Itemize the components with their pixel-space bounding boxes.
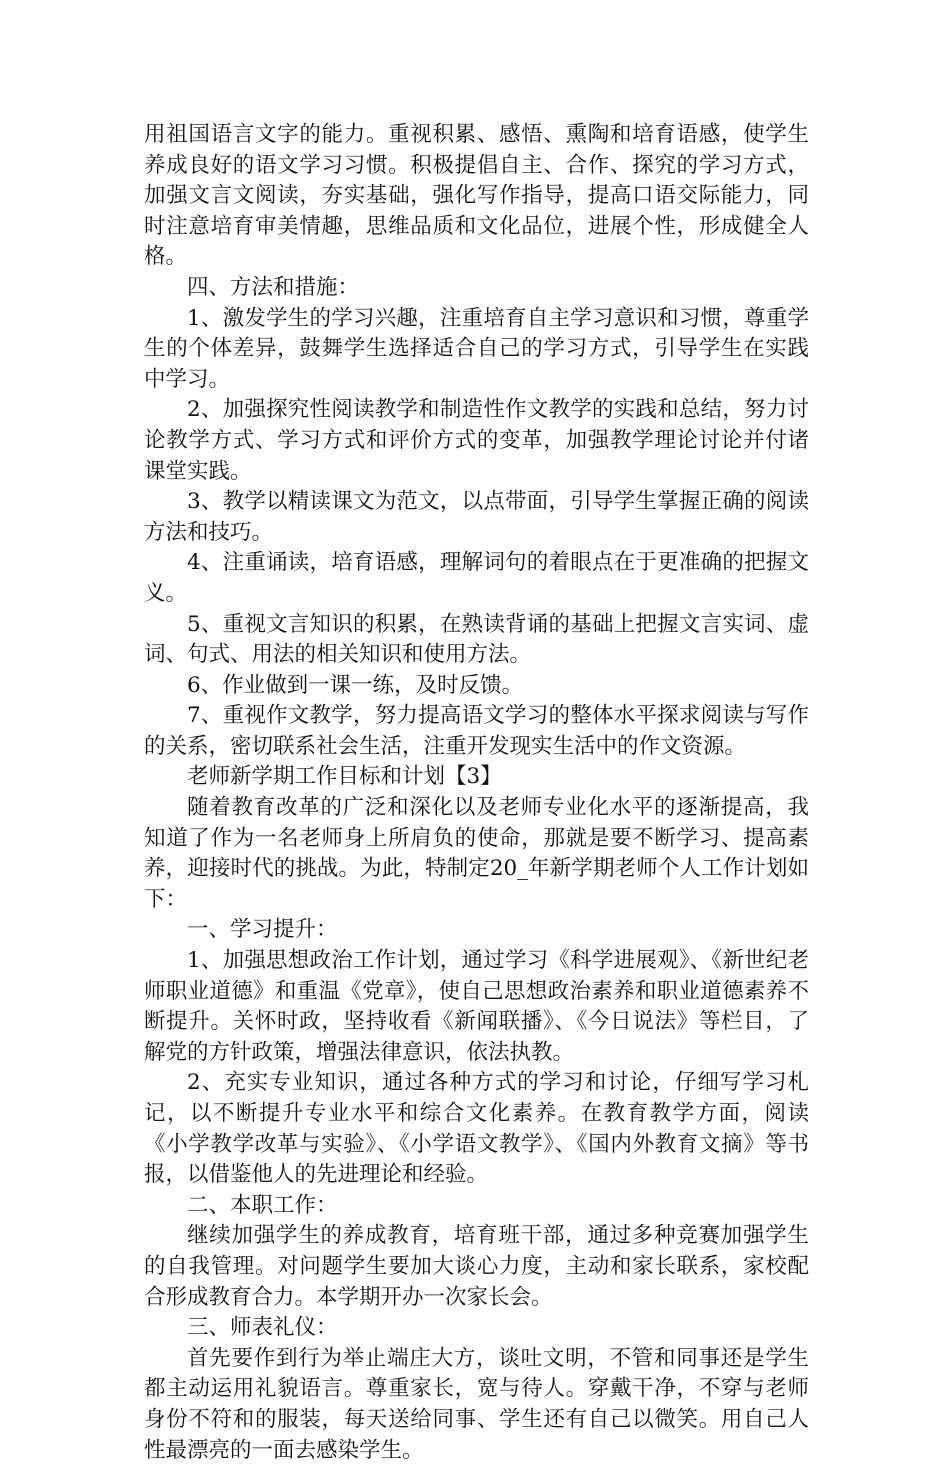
body-paragraph: 用祖国语言文字的能力。重视积累、感悟、熏陶和培育语感，使学生养成良好的语文学习习惯。积极提倡自主、合作、探究的学习方式，加强文言文阅读，夯实基础，强化写作指导，提高口语交际能力，同时注意培育审美情趣，思维品质和文化品位，进展个性，形成健全人格。 <box>144 122 809 270</box>
section-heading-methods: 四、方法和措施： <box>187 274 360 300</box>
list-item: 5、重视文言知识的积累，在熟读背诵的基础上把握文言实词、虚词、句式、用法的相关知识和使用方法。 <box>144 611 809 668</box>
list-item: 2、充实专业知识，通过各种方式的学习和讨论，仔细写学习札记，以不断提升专业水平和综合文化素养。在教育教学方面，阅读《小学教学改革与实验》、《小学语文教学》、《国内外教育文摘》等书报，以借鉴他人的先进理论和经验。 <box>144 1070 809 1188</box>
list-item: 3、教学以精读课文为范文，以点带面，引导学生掌握正确的阅读方法和技巧。 <box>144 489 809 545</box>
section-heading-study: 一、学习提升： <box>187 917 338 943</box>
section-heading-etiquette: 三、师表礼仪： <box>187 1315 338 1341</box>
body-paragraph: 随着教育改革的广泛和深化以及老师专业化水平的逐渐提高，我知道了作为一名老师身上所肩负的使命，那就是要不断学习、提高素养，迎接时代的挑战。为此，特制定20_年新学期老师个人工作计划如下： <box>144 795 809 912</box>
list-item: 4、注重诵读，培育语感，理解词句的着眼点在于更准确的把握文义。 <box>144 550 809 606</box>
list-item: 7、重视作文教学，努力提高语文学习的整体水平探求阅读与写作的关系，密切联系社会生活，注重开发现实生活中的作文资源。 <box>144 703 809 759</box>
section-heading-duties: 二、本职工作： <box>187 1192 338 1218</box>
article-title: 老师新学期工作目标和计划【3】 <box>187 764 502 790</box>
body-paragraph: 首先要作到行为举止端庄大方，谈吐文明，不管和同事还是学生都主动运用礼貌语言。尊重家长，宽与待人。穿戴干净，不穿与老师身份不符和的服装，每天送给同事、学生还有自己以微笑。用自己人性最漂亮的一面去感染学生。 <box>144 1345 809 1463</box>
list-item: 6、作业做到一课一练，及时反馈。 <box>187 672 524 698</box>
document-page <box>144 120 809 1466</box>
body-paragraph: 继续加强学生的养成教育，培育班干部，通过多种竞赛加强学生的自我管理。对问题学生要加大谈心力度，主动和家长联系，家校配合形成教育合力。本学期开办一次家长会。 <box>144 1223 809 1310</box>
list-item: 1、激发学生的学习兴趣，注重培育自主学习意识和习惯，尊重学生的个体差异，鼓舞学生选择适合自己的学习方式，引导学生在实践中学习。 <box>144 305 809 392</box>
list-item: 1、加强思想政治工作计划，通过学习《科学进展观》、《新世纪老师职业道德》和重温《党章》，使自己思想政治素养和职业道德素养不断提升。关怀时政，坚持收看《新闻联播》、《今日说法》等栏目，了解党的方针政策，增强法律意识，依法执教。 <box>144 948 809 1065</box>
list-item: 2、加强探究性阅读教学和制造性作文教学的实践和总结，努力讨论教学方式、学习方式和评价方式的变革，加强教学理论讨论并付诸课堂实践。 <box>144 397 809 484</box>
